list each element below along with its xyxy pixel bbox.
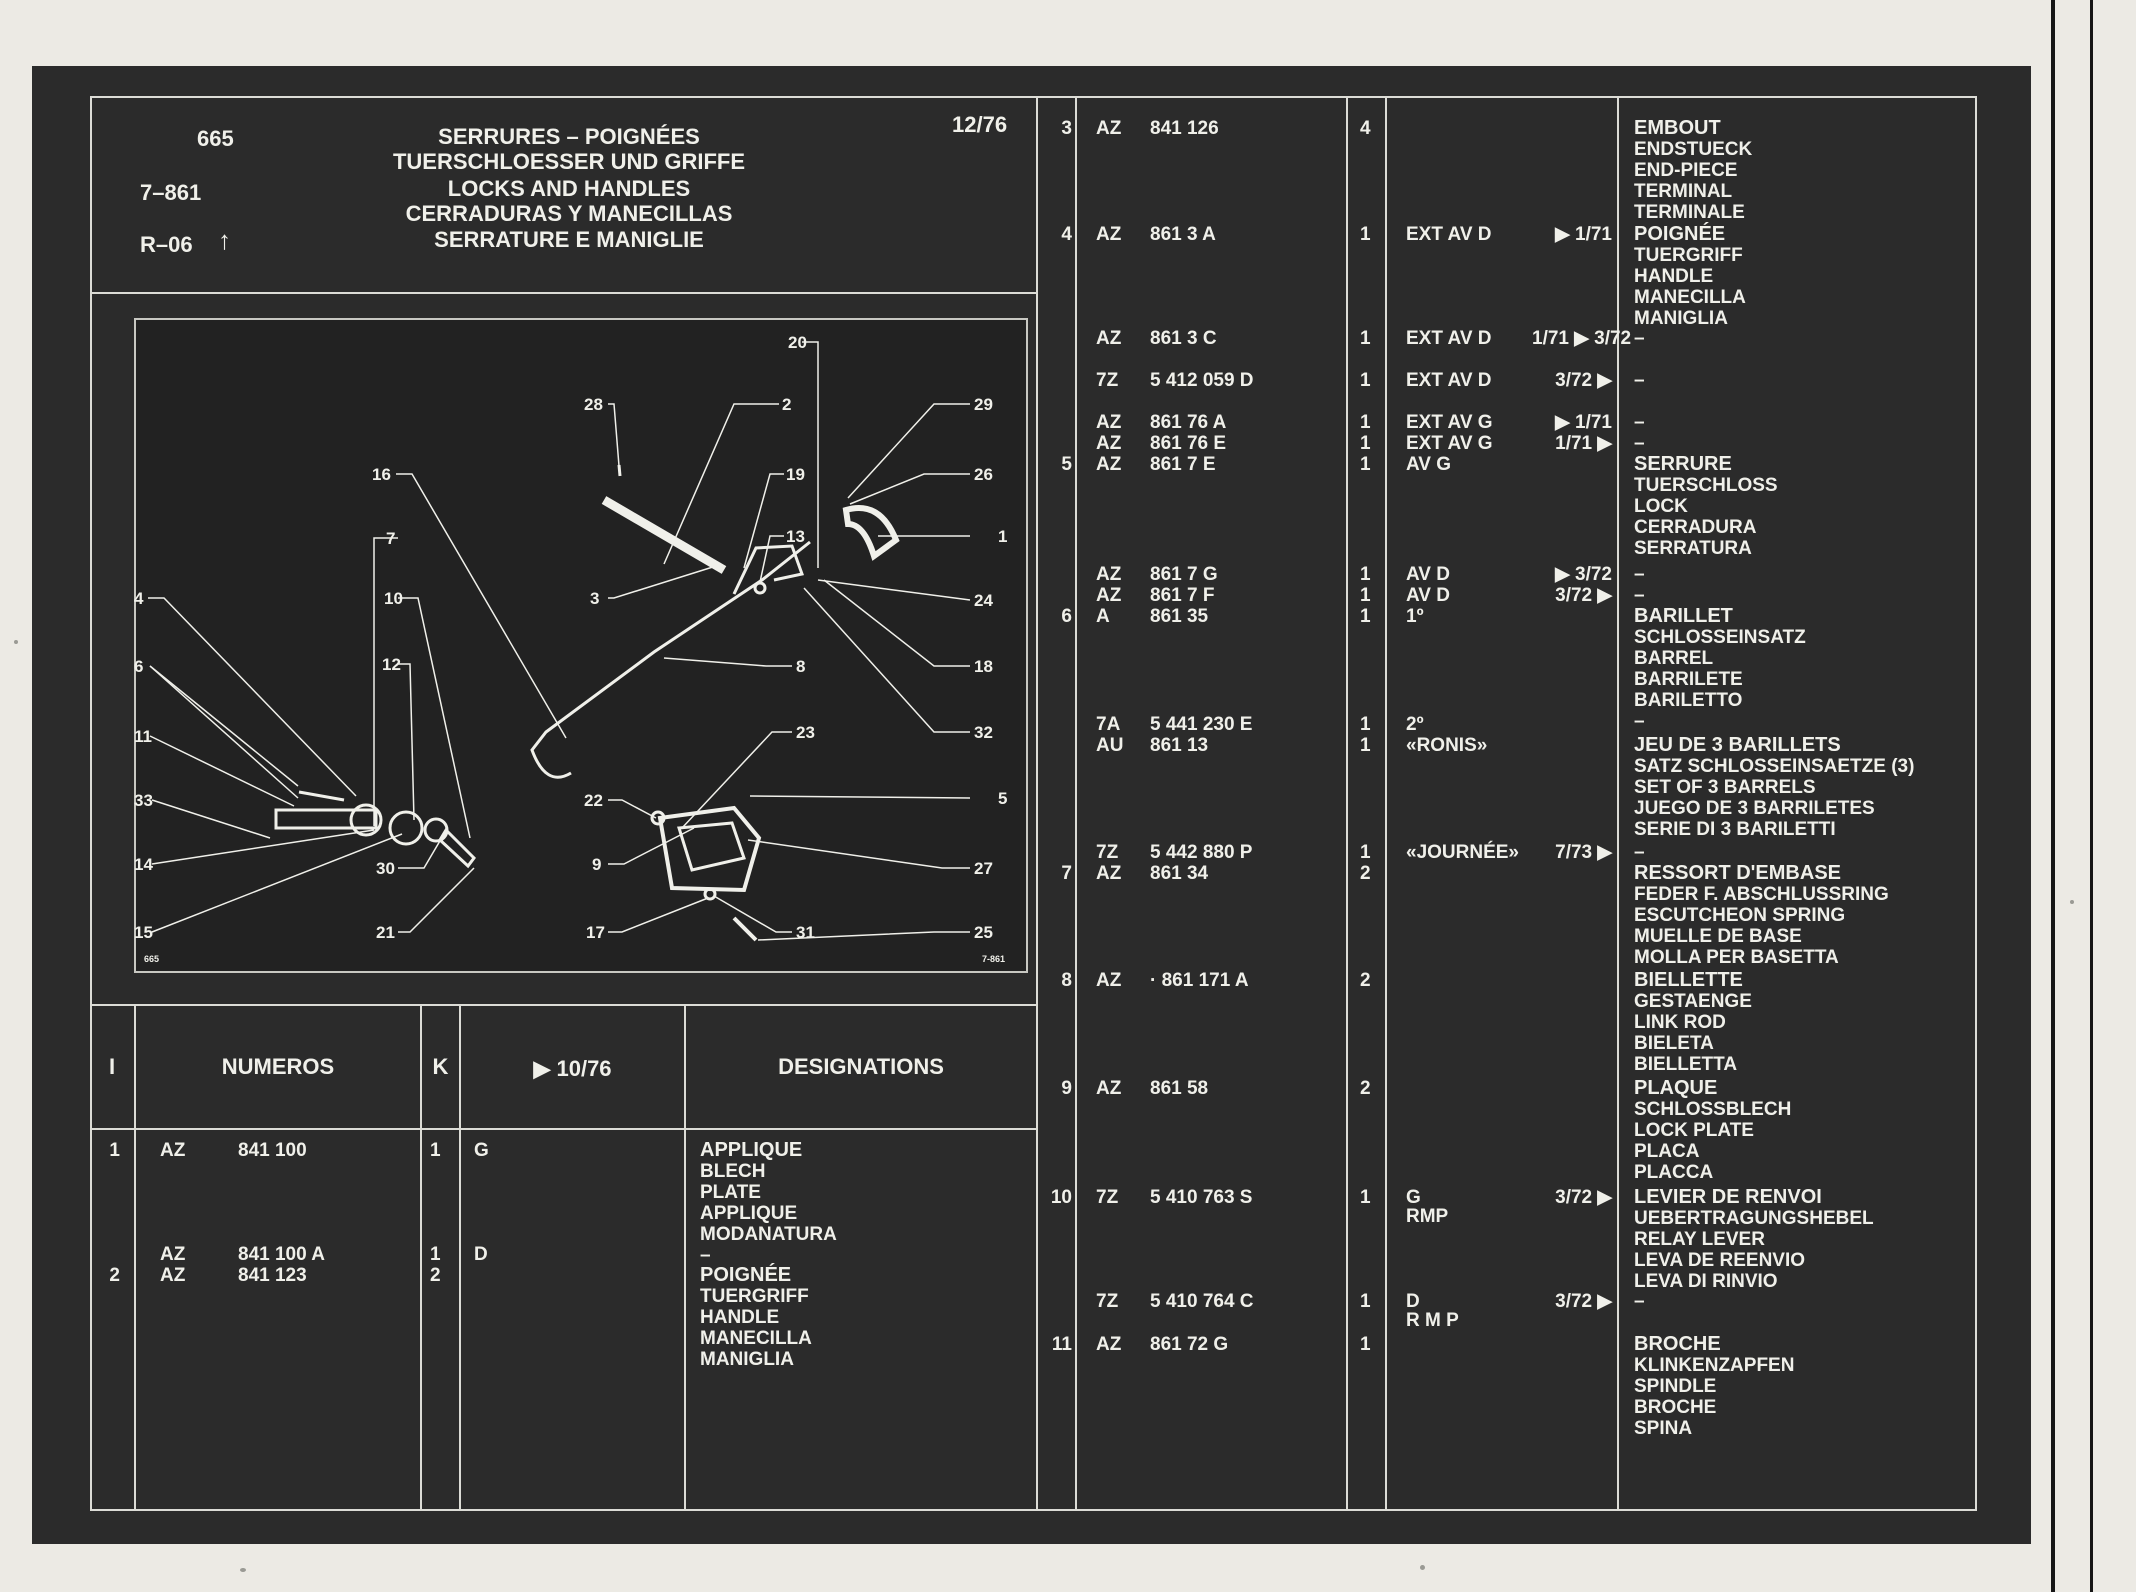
part-prefix: AU (1096, 735, 1124, 756)
designation-translation: JUEGO DE 3 BARRILETES (1634, 798, 1875, 819)
callout-label-10: 10 (384, 589, 403, 608)
item-number: 6 (1061, 606, 1072, 627)
part-prefix: AZ (1096, 328, 1122, 349)
part-prefix: AZ (1096, 564, 1122, 585)
designation-line (32, 1355, 2031, 1376)
callout-label-24: 24 (974, 591, 993, 610)
designation-title: BROCHE (1634, 1333, 1721, 1355)
designation-line (32, 1141, 2031, 1162)
quantity: 1 (1360, 328, 1371, 349)
frame-edge-line (2051, 0, 2055, 1592)
designation-line (32, 1120, 2031, 1141)
designation-translation: FEDER F. ABSCHLUSSRING (1634, 884, 1889, 905)
part-number: 5 412 059 D (1150, 370, 1254, 391)
designation-translation: MODANATURA (700, 1224, 837, 1245)
designation-line (32, 266, 2031, 287)
designation-translation: BARRILETE (1634, 669, 1743, 690)
designation-line (32, 181, 2031, 202)
fitment-note: G (474, 1140, 489, 1161)
item-number: 7 (1061, 863, 1072, 884)
designation-line (32, 777, 2031, 798)
designation-line (32, 1376, 2031, 1397)
designation-translation: GESTAENGE (1634, 991, 1752, 1012)
part-prefix: AZ (1096, 454, 1122, 475)
designation-translation: MANIGLIA (700, 1349, 794, 1370)
designation-title: POIGNÉE (700, 1264, 792, 1286)
designation-translation: SERRATURA (1634, 538, 1752, 559)
designation-title: – (1634, 412, 1645, 433)
part-number: 841 100 (238, 1140, 307, 1161)
designation-line (32, 1099, 2031, 1120)
part-prefix: AZ (1096, 118, 1122, 139)
quantity: 1 (1360, 224, 1371, 245)
designation-title: SERRURE (1634, 453, 1732, 475)
designation-heading-line (32, 1334, 2031, 1355)
fitment-note: EXT AV D (1406, 370, 1492, 391)
fitment-note: EXT AV D (1406, 224, 1492, 245)
designation-translation: CERRADURA (1634, 517, 1757, 538)
designation-translation: ESCUTCHEON SPRING (1634, 905, 1846, 926)
date-range: ▶ 3/72 (1555, 564, 1612, 585)
designation-line (32, 1054, 2031, 1075)
date-range: ▶ 1/71 (1555, 224, 1612, 245)
title-de: TUERSCHLOESSER UND GRIFFE (392, 149, 746, 174)
designation-translation: LEVA DI RINVIO (1634, 1271, 1778, 1292)
part-prefix: AZ (1096, 1334, 1122, 1355)
designation-translation: BARREL (1634, 648, 1714, 669)
designation-translation: MANECILLA (700, 1328, 812, 1349)
designation-translation: – (1634, 711, 1645, 732)
designation-title: JEU DE 3 BARILLETS (1634, 734, 1841, 756)
designation-translation: SERIE DI 3 BARILETTI (1634, 819, 1836, 840)
designation-heading-line (32, 370, 2031, 391)
designation-heading-line (32, 842, 2031, 863)
designation-title: PLAQUE (1634, 1077, 1718, 1099)
part-prefix: AZ (1096, 433, 1122, 454)
designation-translation: MANIGLIA (1634, 308, 1728, 329)
date-range: 3/72 ▶ (1555, 1187, 1612, 1208)
designation-line (32, 669, 2031, 690)
designation-title: BIELLETTE (1634, 969, 1743, 991)
designation-title: LEVIER DE RENVOI (1634, 1186, 1822, 1208)
callout-label-19: 19 (786, 465, 805, 484)
diagram-corner-left: 665 (144, 954, 160, 964)
callout-label-17: 17 (586, 923, 605, 942)
title-es: CERRADURAS Y MANECILLAS (405, 201, 733, 226)
part-number: 861 35 (1150, 606, 1209, 627)
part-number: 861 7 G (1150, 564, 1218, 585)
designation-translation: TUERSCHLOSS (1634, 475, 1778, 496)
designation-translation: LINK ROD (1634, 1012, 1726, 1033)
quantity: 4 (1360, 118, 1371, 139)
designation-translation: SPINA (1634, 1418, 1693, 1439)
part-number: 5 410 763 S (1150, 1187, 1253, 1208)
designation-translation: SET OF 3 BARRELS (1634, 777, 1816, 798)
item-number: 8 (1061, 970, 1072, 991)
border-top (90, 96, 1977, 98)
date-range: 1/71 ▶ (1555, 433, 1612, 454)
fitment-note: 1º (1406, 606, 1424, 627)
part-number: 841 100 A (238, 1244, 325, 1265)
fitment-note: EXT AV G (1406, 433, 1493, 454)
designation-line (32, 308, 2031, 329)
callout-label-9: 9 (592, 855, 602, 874)
reference-code: R–06 (140, 232, 193, 257)
designation-line (32, 648, 2031, 669)
dust-speck (1420, 1565, 1425, 1570)
designation-translation: TERMINALE (1634, 202, 1745, 223)
callout-label-28: 28 (584, 395, 603, 414)
part-number: 861 7 E (1150, 454, 1216, 475)
designation-line (32, 819, 2031, 840)
quantity: 1 (430, 1140, 441, 1161)
title-en: LOCKS AND HANDLES (447, 176, 691, 201)
designation-line (32, 160, 2031, 181)
callout-label-4: 4 (134, 589, 144, 608)
dust-speck (240, 1568, 246, 1572)
quantity: 1 (1360, 735, 1371, 756)
parts-catalog-sheet (32, 66, 2031, 1544)
designation-line (32, 1418, 2031, 1439)
callout-label-6: 6 (134, 657, 144, 676)
designation-line (32, 475, 2031, 496)
designation-heading-line (32, 585, 2031, 606)
designation-title: – (1634, 585, 1645, 606)
quantity: 1 (1360, 370, 1371, 391)
designation-line (32, 496, 2031, 517)
title-it: SERRATURE E MANIGLIE (434, 227, 704, 252)
part-prefix: 7Z (1096, 842, 1119, 863)
item-number: 1 (109, 1140, 120, 1161)
part-number: 5 410 764 C (1150, 1291, 1254, 1312)
quantity: 1 (1360, 585, 1371, 606)
designation-heading-line (32, 863, 2031, 884)
callout-label-22: 22 (584, 791, 603, 810)
col-header-date: ▶ 10/76 (533, 1056, 612, 1081)
part-number: 861 34 (1150, 863, 1209, 884)
part-prefix: AZ (1096, 970, 1122, 991)
designation-line (32, 798, 2031, 819)
item-number: 11 (1051, 1334, 1072, 1355)
callout-label-14: 14 (134, 855, 153, 874)
designation-line (32, 1229, 2031, 1250)
callout-label-15: 15 (134, 923, 153, 942)
designation-translation: PLACA (1634, 1141, 1700, 1162)
item-number: 2 (109, 1265, 120, 1286)
quantity: 2 (430, 1265, 441, 1286)
callout-label-1: 1 (998, 527, 1008, 546)
quantity: 1 (1360, 1334, 1371, 1355)
part-number: 861 13 (1150, 735, 1209, 756)
quantity: 1 (1360, 606, 1371, 627)
designation-translation: BARILETTO (1634, 690, 1743, 711)
designation-line (32, 245, 2031, 266)
designation-title: EMBOUT (1634, 117, 1721, 139)
designation-heading-line (32, 118, 2031, 139)
part-prefix: AZ (1096, 585, 1122, 606)
designation-heading-line (32, 1078, 2031, 1099)
designation-translation: RELAY LEVER (1634, 1229, 1765, 1250)
date-range: 1/71 ▶ 3/72 (1532, 328, 1632, 349)
callout-label-25: 25 (974, 923, 993, 942)
callout-label-11: 11 (134, 727, 152, 746)
col-header-i: I (108, 1054, 116, 1079)
quantity: 1 (1360, 412, 1371, 433)
designation-heading-line (32, 606, 2031, 627)
callout-label-8: 8 (796, 657, 806, 676)
designation-translation: BIELLETTA (1634, 1054, 1738, 1075)
part-prefix: AZ (160, 1244, 186, 1265)
designation-translation: BROCHE (1634, 1397, 1717, 1418)
quantity: 1 (430, 1244, 441, 1265)
designation-title: – (1634, 842, 1645, 863)
part-number: 861 58 (1150, 1078, 1209, 1099)
designation-line (32, 1250, 2031, 1271)
designation-translation: MUELLE DE BASE (1634, 926, 1802, 947)
callout-label-18: 18 (974, 657, 993, 676)
part-prefix: AZ (1096, 1078, 1122, 1099)
designation-heading-line (32, 564, 2031, 585)
designation-title: – (1634, 1291, 1645, 1312)
designation-translation: END-PIECE (1634, 160, 1738, 181)
title-fr: SERRURES – POIGNÉES (438, 124, 700, 149)
col-header-k: K (432, 1054, 449, 1079)
callout-label-3: 3 (590, 589, 600, 608)
item-number: 4 (1061, 224, 1072, 245)
designation-title: – (1634, 564, 1645, 585)
item-number: 3 (1061, 118, 1072, 139)
part-prefix: 7Z (1096, 370, 1119, 391)
part-number: 841 126 (1150, 118, 1219, 139)
callout-label-23: 23 (796, 723, 815, 742)
part-number: 841 123 (238, 1265, 307, 1286)
col-header-numeros: NUMEROS (221, 1054, 335, 1079)
designation-heading-line (32, 735, 2031, 756)
quantity: 2 (1360, 863, 1371, 884)
col-header-designations: DESIGNATIONS (778, 1054, 944, 1079)
quantity: 1 (1360, 714, 1371, 735)
designation-translation: PLACCA (1634, 1162, 1714, 1183)
date-range: ▶ 1/71 (1555, 412, 1612, 433)
designation-translation: HANDLE (700, 1307, 780, 1328)
designation-line (32, 926, 2031, 947)
designation-heading-line (32, 970, 2031, 991)
page-number: 665 (197, 126, 234, 151)
part-prefix: AZ (1096, 224, 1122, 245)
part-number: · 861 171 A (1150, 970, 1249, 991)
part-prefix: A (1096, 606, 1110, 627)
designation-heading-line (32, 328, 2031, 349)
dust-speck (14, 640, 18, 644)
designation-translation: UEBERTRAGUNGSHEBEL (1634, 1208, 1874, 1229)
designation-line (32, 1012, 2031, 1033)
part-number: 861 3 C (1150, 328, 1217, 349)
fitment-note: AV D (1406, 585, 1450, 606)
designation-line (32, 517, 2031, 538)
fitment-note: AV D (1406, 564, 1450, 585)
designation-heading-line (32, 1291, 2031, 1312)
quantity: 1 (1360, 433, 1371, 454)
designation-line (32, 756, 2031, 777)
part-prefix: 7A (1096, 714, 1121, 735)
designation-line (32, 1162, 2031, 1183)
quantity: 1 (1360, 564, 1371, 585)
quantity: 1 (1360, 1187, 1371, 1208)
designation-translation: LEVA DE REENVIO (1634, 1250, 1806, 1271)
designation-heading-line (32, 412, 2031, 433)
designation-translation: SPINDLE (1634, 1376, 1717, 1397)
fitment-note: «JOURNÉE» (1406, 842, 1519, 863)
designation-translation: PLATE (700, 1182, 761, 1203)
fitment-note: EXT AV D (1406, 328, 1492, 349)
designation-line (32, 905, 2031, 926)
designation-title: POIGNÉE (1634, 223, 1726, 245)
designation-line (32, 139, 2031, 160)
designation-line (32, 947, 2031, 968)
callout-label-13: 13 (786, 527, 805, 546)
designation-title: BARILLET (1634, 605, 1733, 627)
part-number: 861 7 F (1150, 585, 1215, 606)
designation-line (32, 991, 2031, 1012)
callout-label-26: 26 (974, 465, 993, 484)
callout-label-5: 5 (998, 789, 1008, 808)
part-prefix: AZ (1096, 863, 1122, 884)
designation-title: RESSORT D'EMBASE (1634, 862, 1842, 884)
callout-label-12: 12 (382, 655, 401, 674)
fitment-note: 2º (1406, 714, 1424, 735)
revision-date: 12/76 (952, 112, 1008, 137)
callout-label-31: 31 (796, 923, 815, 942)
designation-title: APPLIQUE (700, 1139, 803, 1161)
designation-translation: LOCK PLATE (1634, 1120, 1754, 1141)
callout-label-32: 32 (974, 723, 993, 742)
date-range: 3/72 ▶ (1555, 370, 1612, 391)
callout-label-20: 20 (788, 333, 807, 352)
designation-translation: BIELETA (1634, 1033, 1714, 1054)
designation-title: – (1634, 433, 1645, 454)
item-number: 9 (1061, 1078, 1072, 1099)
part-number: 5 441 230 E (1150, 714, 1253, 735)
table-row (32, 714, 2031, 735)
designation-title: – (1634, 370, 1645, 391)
designation-line (32, 690, 2031, 711)
part-prefix: 7Z (1096, 1187, 1119, 1208)
part-number: 861 72 G (1150, 1334, 1229, 1355)
designation-line (32, 202, 2031, 223)
group-code: 7–861 (140, 180, 202, 205)
up-arrow-icon: ↑ (218, 225, 231, 255)
designation-translation: SCHLOSSEINSATZ (1634, 627, 1806, 648)
designation-heading-line (32, 1187, 2031, 1208)
callout-label-2: 2 (782, 395, 792, 414)
designation-line (32, 884, 2031, 905)
designation-heading-line (32, 433, 2031, 454)
quantity: 2 (1360, 970, 1371, 991)
part-prefix: AZ (160, 1265, 186, 1286)
designation-title: – (1634, 328, 1645, 349)
fitment-note: AV G (1406, 454, 1452, 475)
quantity: 1 (1360, 1291, 1371, 1312)
date-range: 3/72 ▶ (1555, 1291, 1612, 1312)
designation-line (32, 1208, 2031, 1229)
designation-translation: KLINKENZAPFEN (1634, 1355, 1795, 1376)
callout-label-27: 27 (974, 859, 993, 878)
designation-line (32, 538, 2031, 559)
callout-label-16: 16 (372, 465, 391, 484)
callout-label-30: 30 (376, 859, 395, 878)
designation-translation: MANECILLA (1634, 287, 1746, 308)
part-number: 861 76 E (1150, 433, 1227, 454)
callout-label-33: 33 (134, 791, 153, 810)
part-prefix: AZ (1096, 412, 1122, 433)
designation-translation: SATZ SCHLOSSEINSAETZE (3) (1634, 756, 1915, 777)
fitment-note-2: R M P (1406, 1310, 1459, 1331)
designation-translation: APPLIQUE (700, 1203, 798, 1224)
part-number: 861 76 A (1150, 412, 1227, 433)
designation-translation: TUERGRIFF (1634, 245, 1743, 266)
designation-heading-line (32, 224, 2031, 245)
designation-translation: TUERGRIFF (700, 1286, 809, 1307)
quantity: 1 (1360, 454, 1371, 475)
fitment-note: «RONIS» (1406, 735, 1488, 756)
part-prefix: 7Z (1096, 1291, 1119, 1312)
designation-translation: – (700, 1245, 711, 1266)
callout-label-7: 7 (386, 529, 396, 548)
designation-line (32, 1033, 2031, 1054)
designation-translation: TERMINAL (1634, 181, 1733, 202)
designation-heading-line (32, 454, 2031, 475)
fitment-note: D (474, 1244, 488, 1265)
fitment-note: EXT AV G (1406, 412, 1493, 433)
diagram-corner-right: 7-861 (982, 954, 1006, 964)
border-bottom (90, 1509, 1977, 1511)
fitment-note: G (1406, 1187, 1421, 1208)
designation-line (32, 1397, 2031, 1418)
designation-line (32, 287, 2031, 308)
fitment-note-2: RMP (1406, 1206, 1449, 1227)
date-range: 7/73 ▶ (1555, 842, 1612, 863)
fitment-note: D (1406, 1291, 1420, 1312)
designation-translation: MOLLA PER BASETTA (1634, 947, 1839, 968)
item-number: 5 (1061, 454, 1072, 475)
part-number: 5 442 880 P (1150, 842, 1253, 863)
item-number: 10 (1050, 1187, 1072, 1208)
quantity: 2 (1360, 1078, 1371, 1099)
part-prefix: AZ (160, 1140, 186, 1161)
dust-speck (2070, 900, 2074, 904)
designation-translation: HANDLE (1634, 266, 1714, 287)
callout-label-21: 21 (376, 923, 395, 942)
designation-translation: SCHLOSSBLECH (1634, 1099, 1792, 1120)
part-number: 861 3 A (1150, 224, 1216, 245)
designation-line (32, 1271, 2031, 1292)
designation-translation: ENDSTUECK (1634, 139, 1753, 160)
callout-label-29: 29 (974, 395, 993, 414)
designation-translation: LOCK (1634, 496, 1688, 517)
date-range: 3/72 ▶ (1555, 585, 1612, 606)
quantity: 1 (1360, 842, 1371, 863)
designation-line (32, 627, 2031, 648)
designation-translation: BLECH (700, 1161, 766, 1182)
frame-edge-line-outer (2090, 0, 2093, 1592)
